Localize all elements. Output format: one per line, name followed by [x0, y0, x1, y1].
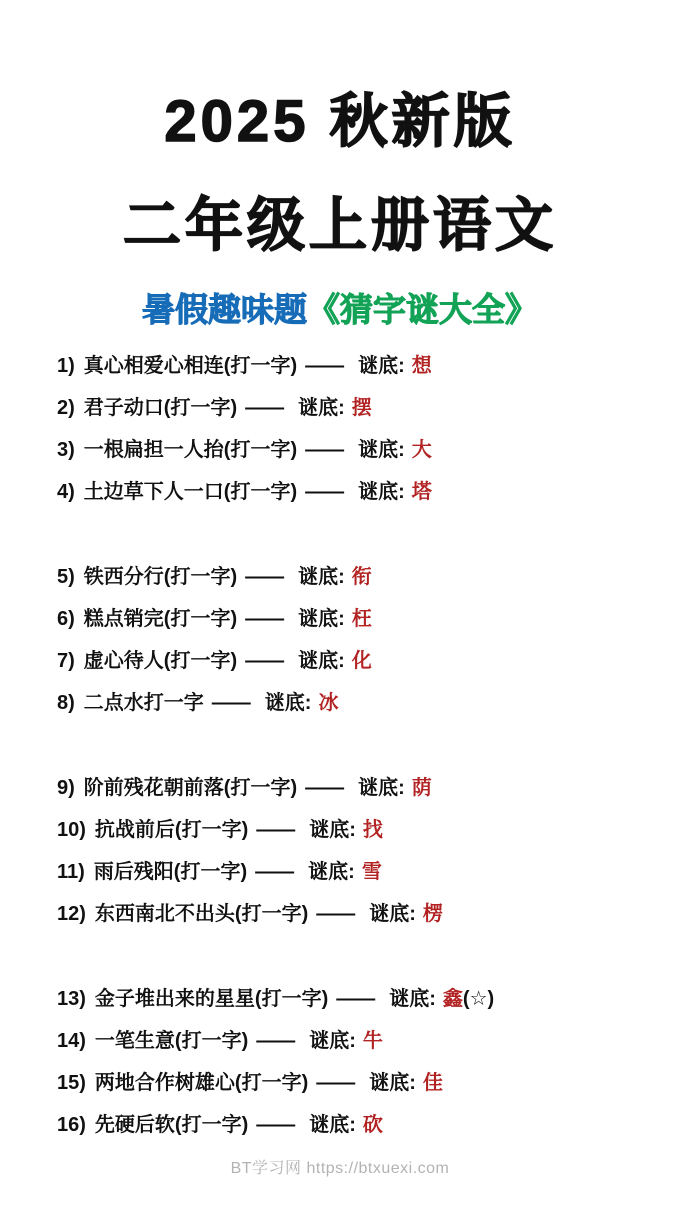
dash-separator: —— [305, 354, 344, 377]
title-block [0, 0, 680, 258]
riddle-text: 土边草下人一口(打一字) [83, 480, 298, 503]
answer-label: 谜底: [309, 818, 356, 841]
riddle-text: 二点水打一字 [83, 691, 204, 714]
answer-label: 谜底: [308, 860, 355, 883]
riddle-number: 15) [57, 1071, 86, 1094]
riddle-answer: 枉 [351, 607, 372, 630]
dash-separator: —— [305, 438, 344, 461]
dash-separator: —— [336, 987, 375, 1010]
riddle-answer: 牛 [362, 1029, 383, 1052]
answer-label: 谜底: [369, 902, 416, 925]
riddle-number: 1) [57, 354, 75, 377]
dash-separator: —— [316, 1071, 355, 1094]
answer-label: 谜底: [358, 776, 405, 799]
riddle-number: 10) [57, 818, 86, 841]
answer-label: 谜底: [358, 438, 405, 461]
riddle-number: 3) [57, 438, 75, 461]
riddle-answer: 雪 [361, 860, 382, 883]
riddle-text: 君子动口(打一字) [83, 396, 238, 419]
dash-separator: —— [256, 818, 295, 841]
dash-separator: —— [245, 649, 284, 672]
riddle-number: 8) [57, 691, 75, 714]
riddle-number: 16) [57, 1113, 86, 1136]
riddle-row [57, 809, 670, 851]
riddle-text: 铁西分行(打一字) [83, 565, 238, 588]
riddle-row [57, 1104, 670, 1146]
answer-label: 谜底: [309, 1113, 356, 1136]
riddle-text: 东西南北不出头(打一字) [94, 902, 309, 925]
riddle-row [57, 682, 670, 724]
riddle-text: 虚心待人(打一字) [83, 649, 238, 672]
riddle-number: 9) [57, 776, 75, 799]
riddle-row [57, 851, 670, 893]
riddle-number: 5) [57, 565, 75, 588]
riddle-text: 抗战前后(打一字) [94, 818, 249, 841]
subtitle-book-title: 《猜字谜大全》 [307, 290, 538, 328]
dash-separator: —— [245, 607, 284, 630]
riddle-answer: 砍 [362, 1113, 383, 1136]
page-title-line2: 二年级上册语文 [122, 192, 557, 258]
riddle-number: 12) [57, 902, 86, 925]
dash-separator: —— [255, 860, 294, 883]
riddle-answer: 衔 [351, 565, 372, 588]
riddle-answer: 想 [411, 354, 432, 377]
footer-watermark: BT学习网 https://btxuexi.com [230, 1160, 450, 1177]
subtitle [0, 292, 680, 328]
riddle-row [57, 1020, 670, 1062]
answer-label: 谜底: [309, 1029, 356, 1052]
riddle-text: 金子堆出来的星星(打一字) [94, 987, 329, 1010]
riddle-answer: 楞 [422, 902, 443, 925]
riddle-text: 真心相爱心相连(打一字) [83, 354, 298, 377]
riddle-answer: 佳 [422, 1071, 443, 1094]
riddle-row [57, 556, 670, 598]
page-title-line1: 2025 秋新版 [164, 89, 516, 154]
riddle-answer: 摆 [351, 396, 372, 419]
dash-separator: —— [256, 1113, 295, 1136]
riddle-row [57, 893, 670, 935]
riddle-row [57, 1062, 670, 1104]
riddle-answer: 荫 [411, 776, 432, 799]
riddle-number: 13) [57, 987, 86, 1010]
riddle-row [57, 345, 670, 387]
riddle-text: 阶前残花朝前落(打一字) [83, 776, 298, 799]
riddle-answer: 塔 [411, 480, 432, 503]
answer-label: 谜底: [264, 691, 312, 714]
riddle-number: 6) [57, 607, 75, 630]
riddle-number: 11) [57, 860, 85, 883]
answer-label: 谜底: [358, 480, 405, 503]
answer-label: 谜底: [298, 396, 345, 419]
dash-separator: —— [211, 691, 250, 714]
riddle-text: 一笔生意(打一字) [94, 1029, 249, 1052]
riddle-row [57, 598, 670, 640]
dash-separator: —— [245, 565, 284, 588]
answer-label: 谜底: [369, 1071, 416, 1094]
answer-label: 谜底: [389, 987, 436, 1010]
riddle-answer: 化 [351, 649, 372, 672]
answer-suffix: (☆) [462, 987, 495, 1010]
riddle-text: 两地合作树雄心(打一字) [94, 1071, 309, 1094]
answer-label: 谜底: [298, 649, 345, 672]
answer-label: 谜底: [298, 565, 345, 588]
riddle-answer: 找 [362, 818, 383, 841]
dash-separator: —— [305, 480, 344, 503]
riddle-row [57, 387, 670, 429]
riddle-number: 2) [57, 396, 75, 419]
riddle-list [0, 345, 680, 1146]
dash-separator: —— [256, 1029, 295, 1052]
riddle-row [57, 978, 670, 1020]
riddle-number: 14) [57, 1029, 86, 1052]
riddle-text: 先硬后软(打一字) [94, 1113, 249, 1136]
subtitle-topic: 暑假趣味题 [142, 290, 307, 328]
dash-separator: —— [316, 902, 355, 925]
riddle-answer: 鑫 [442, 987, 463, 1010]
answer-label: 谜底: [358, 354, 405, 377]
dash-separator: —— [245, 396, 284, 419]
dash-separator: —— [305, 776, 344, 799]
riddle-text: 雨后残阳(打一字) [93, 860, 248, 883]
riddle-answer: 大 [411, 438, 432, 461]
riddle-row [57, 471, 670, 513]
riddle-row [57, 640, 670, 682]
riddle-number: 4) [57, 480, 75, 503]
riddle-row [57, 429, 670, 471]
riddle-text: 糕点销完(打一字) [83, 607, 238, 630]
riddle-row [57, 767, 670, 809]
riddle-number: 7) [57, 649, 75, 672]
riddle-answer: 冰 [318, 691, 339, 714]
riddle-text: 一根扁担一人抬(打一字) [83, 438, 298, 461]
answer-label: 谜底: [298, 607, 345, 630]
